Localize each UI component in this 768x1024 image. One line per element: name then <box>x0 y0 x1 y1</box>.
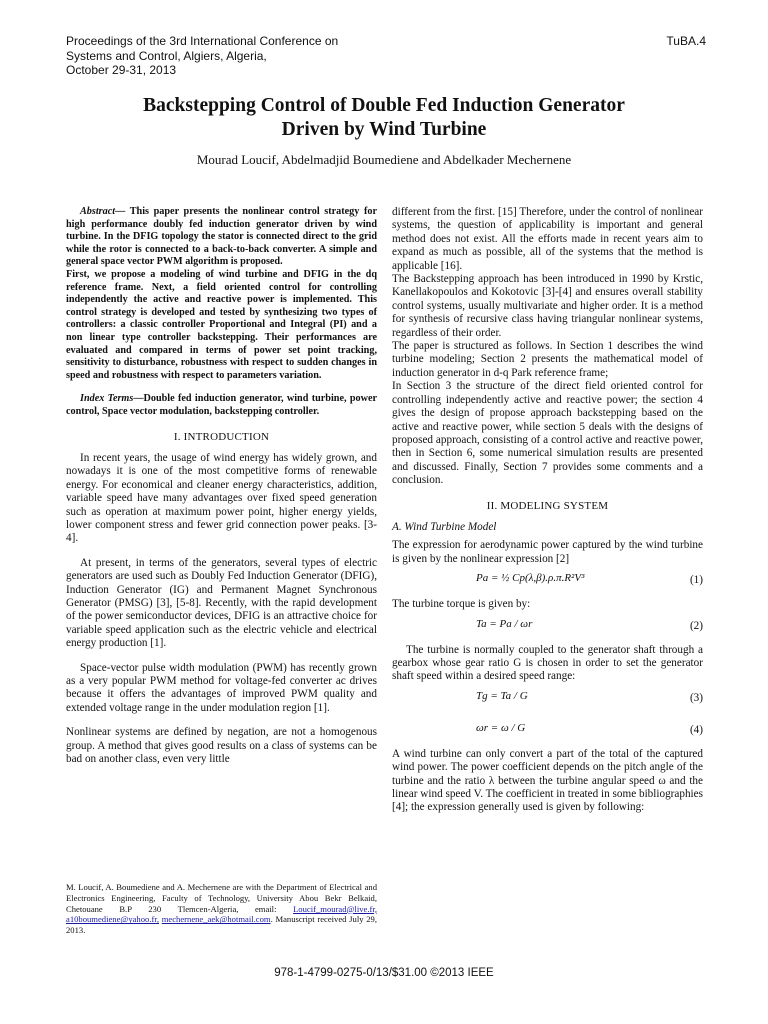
paragraph: The turbine is normally coupled to the generator shaft through a gearbox whose gear ratio G is chosen in order to set the generator shaft speed within a desired speed range: <box>392 643 703 683</box>
footnote <box>66 882 377 936</box>
subsection-heading: A. Wind Turbine Model <box>392 520 497 533</box>
index-terms-lead: Index Terms <box>80 393 134 405</box>
paragraph: different from the first. [15] Therefore, under the control of nonlinear systems, the question of applicability is important and general method does not exist. All the efforts made in recent years aim to expand as much as possible, all of the systems that the method is applicable [16]. <box>392 206 703 272</box>
equation-number: (3) <box>689 691 703 704</box>
paragraph: Space-vector pulse width modulation (PWM) has recently grown as a very popular PWM method for voltage-fed converter ac drives because it offers the advantages of improved PWM quality and extended voltage range in the under modulation region [1]. <box>66 661 377 714</box>
abstract <box>66 206 377 269</box>
paper-title <box>60 94 708 142</box>
paragraph: A wind turbine can only convert a part of the total of the captured wind power. The power coefficient depends on the pitch angle of the turbine and the ratio λ between the turbine angular speed ω and the linear wind speed V. The coefficient in treated in some bibliographies [4]; the expression generally used is given by following: <box>392 747 703 814</box>
authors: Mourad Loucif, Abdelmadjid Boumediene and Abdelkader Mechernene <box>196 152 572 167</box>
equation-number: (4) <box>689 723 703 736</box>
paragraph: In recent years, the usage of wind energy has widely grown, and nowadays it is one of the most competitive forms of renewable energy. For economical and cleaner energy characteristics, addition, variable speed have many advantages over fixed speed generation such as operation at maximum power point, higher energy yields, lower component stress and fewer grid connection power peaks. [3-4]. <box>66 451 377 545</box>
footnote-text: . Manuscript received July 29, 2013. <box>66 914 377 936</box>
paragraph: Nonlinear systems are defined by negation, are not a homogenous group. A method that gives good results on a class of systems can be bad on another class, even very little <box>66 726 377 766</box>
equation-4 <box>392 716 703 748</box>
conference-line: October 29-31, 2013 <box>66 63 177 77</box>
email-link[interactable]: Loucif_mourad@live.fr, <box>293 903 377 914</box>
paragraph: In Section 3 the structure of the direct field oriented control for controlling independently active and reactive power; the section 4 gives the design of propose approach backstepping based on the active and reactive power, while section 5 deals with the designs of proposed approach, consisting of a control active and reactive power, then in Section 6, some numerical simulation results are presented and discussed. Finally, Section 7 provides some comments and a conclusion. <box>392 380 703 487</box>
equation-body: ωr = ω / G <box>476 721 526 734</box>
conference-header <box>66 34 426 78</box>
equation-body: Pa = ½ Cp(λ,β).ρ.π.R²V³ <box>476 572 585 585</box>
paragraph: The paper is structured as follows. In Section 1 describes the wind turbine modeling; Section 2 presents the mathematical model of induction generator in d-q Park reference frame; <box>392 340 703 379</box>
equation-3 <box>392 684 703 716</box>
abstract-text: This paper presents the nonlinear control strategy for high performance doubly fed induction generator driven by wind turbine. In the DFIG topology the stator is connected direct to the grid while the rotor is connected to a back-to-back converter. A simple and general space vector PWM algorithm is proposed. <box>66 206 377 268</box>
right-column <box>392 206 703 815</box>
title-line: Backstepping Control of Double Fed Induction Generator <box>143 95 625 116</box>
email-link[interactable]: mechernene_aek@hotmail.com <box>161 914 271 925</box>
section-heading-intro: I. INTRODUCTION <box>173 430 270 443</box>
footnote-text: M. Loucif, A. Boumediene and A. Mechernene are with the Department of Electrical and Electronics Engineering, Faculty of Technology, University Abou Bekr Belkaid, Chetouane B.P 230 Tlemcen-Algeria, email: <box>66 882 377 914</box>
abstract-lead: Abstract— <box>80 206 126 217</box>
paper-id: TuBA.4 <box>666 34 706 48</box>
equation-2 <box>392 612 703 644</box>
paragraph: The turbine torque is given by: <box>392 598 531 611</box>
index-terms <box>66 393 377 418</box>
abstract-para2: First, we propose a modeling of wind turbine and DFIG in the dq reference frame. Next, a field oriented control for controlling independently the active and reactive power is implemented. This control strategy is developed and tested by synthesizing two types of controllers: a classic controller Proportional and Integral (PI) and a non linear type controller backstepping. Their performances are evaluated and compared in terms of power set point tracking, sensitivity to disturbance, robustness with respect to sudden changes in speed and robustness with respect to parameters variation. <box>66 268 377 381</box>
email-link[interactable]: a10boumediene@yahoo.fr, <box>66 914 159 925</box>
equation-body: Ta = Pa / ωr <box>476 617 533 630</box>
paragraph: At present, in terms of the generators, several types of electric generators are used such as Doubly Fed Induction Generator (DFIG), Induction Generator (IG) and Permanent Magnet Synchronous Generator (PMSG) [3], [5-8]. Recently, with the rapid development of the power semiconductor devices, DFIG is an attractive choice for variable speed application such as the electric vehicle and electrical energy production [1]. <box>66 556 377 650</box>
section-heading-modeling: II. MODELING SYSTEM <box>486 499 609 512</box>
equation-1 <box>392 566 703 598</box>
index-terms-text: —Double fed induction generator, wind turbine, power control, Space vector modulation, backstepping controller. <box>66 393 377 417</box>
equation-number: (1) <box>689 574 703 587</box>
conference-line: Systems and Control, Algiers, Algeria, <box>66 48 267 63</box>
paragraph: The Backstepping approach has been introduced in 1990 by Krstic, Kanellakopoulos and Kokotovic [3]-[4] and ensures overall stability control systems, usually multivariate and higher order. It is a method for synthesis of recursive class having triangular nonlinear systems, regardless of their order. <box>392 273 703 339</box>
equation-number: (2) <box>689 619 703 632</box>
left-column <box>66 206 377 766</box>
title-line: Driven by Wind Turbine <box>281 119 487 140</box>
equation-body: Tg = Ta / G <box>476 689 528 702</box>
paragraph: The expression for aerodynamic power captured by the wind turbine is given by the nonlinear expression [2] <box>392 539 703 565</box>
copyright-footer: 978-1-4799-0275-0/13/$31.00 ©2013 IEEE <box>274 967 494 979</box>
conference-line: Proceedings of the 3rd International Conference on <box>66 34 339 48</box>
